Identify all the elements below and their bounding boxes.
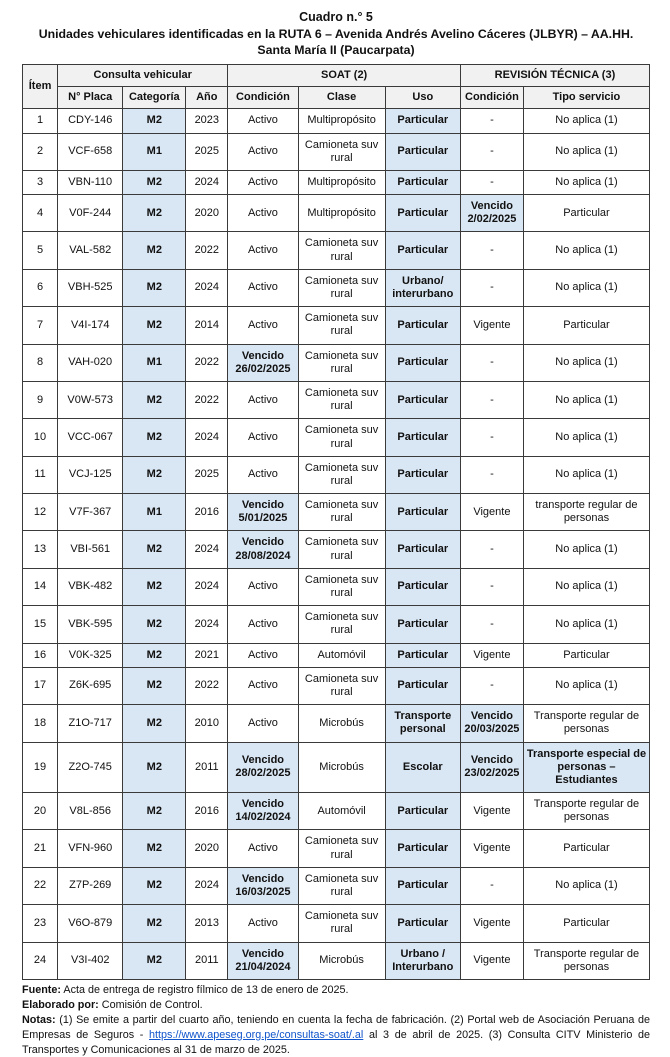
cell-uso: Particular bbox=[385, 419, 460, 456]
cell-anio: 2025 bbox=[186, 133, 228, 170]
elaborado-line bbox=[22, 998, 650, 1013]
header-soat-condicion: Condición bbox=[228, 87, 298, 109]
notas-text-2: al 3 de abril de 2025. (3) Consulta CITV Ministerio de Transportes y Comunicaciones al 31 de marzo de 2025. bbox=[22, 1028, 650, 1056]
cell-clase: Microbús bbox=[298, 942, 385, 979]
cell-soat_condicion: Activo bbox=[228, 606, 298, 643]
table-row bbox=[23, 133, 650, 170]
cell-tipo_servicio: No aplica (1) bbox=[523, 232, 649, 269]
cell-rt_condicion: Vigente bbox=[460, 307, 523, 344]
cell-anio: 2011 bbox=[186, 742, 228, 793]
cell-soat_condicion: Activo bbox=[228, 133, 298, 170]
cell-placa: VBI-561 bbox=[58, 531, 123, 568]
cell-placa: V0F-244 bbox=[58, 195, 123, 232]
notas-line bbox=[22, 1013, 650, 1057]
cell-uso: Particular bbox=[385, 793, 460, 830]
notas-label: Notas: bbox=[22, 1013, 56, 1026]
cell-uso: Particular bbox=[385, 133, 460, 170]
cell-categoria: M1 bbox=[123, 344, 186, 381]
cell-rt_condicion: - bbox=[460, 133, 523, 170]
cell-tipo_servicio: No aplica (1) bbox=[523, 381, 649, 418]
cell-uso: Particular bbox=[385, 606, 460, 643]
cell-item: 24 bbox=[23, 942, 58, 979]
cell-soat_condicion: Activo bbox=[228, 232, 298, 269]
cell-tipo_servicio: Transporte regular de personas bbox=[523, 705, 649, 742]
cell-placa: VBH-525 bbox=[58, 269, 123, 306]
cell-rt_condicion: Vigente bbox=[460, 793, 523, 830]
cell-soat_condicion: Activo bbox=[228, 269, 298, 306]
table-row bbox=[23, 170, 650, 194]
cell-uso: Escolar bbox=[385, 742, 460, 793]
cell-categoria: M2 bbox=[123, 531, 186, 568]
cell-tipo_servicio: No aplica (1) bbox=[523, 867, 649, 904]
header-group-revision: REVISIÓN TÉCNICA (3) bbox=[460, 64, 649, 86]
cell-clase: Camioneta suv rural bbox=[298, 830, 385, 867]
table-row bbox=[23, 419, 650, 456]
cell-anio: 2022 bbox=[186, 344, 228, 381]
cell-item: 11 bbox=[23, 456, 58, 493]
cell-placa: V6O-879 bbox=[58, 905, 123, 942]
table-row bbox=[23, 568, 650, 605]
header-group-soat: SOAT (2) bbox=[228, 64, 461, 86]
cell-item: 4 bbox=[23, 195, 58, 232]
table-row bbox=[23, 494, 650, 531]
table-row bbox=[23, 456, 650, 493]
cell-placa: VCF-658 bbox=[58, 133, 123, 170]
cell-clase: Camioneta suv rural bbox=[298, 133, 385, 170]
cell-anio: 2020 bbox=[186, 195, 228, 232]
cell-rt_condicion: Vencido 20/03/2025 bbox=[460, 705, 523, 742]
cell-anio: 2021 bbox=[186, 643, 228, 667]
cell-item: 15 bbox=[23, 606, 58, 643]
fuente-text: Acta de entrega de registro fílmico de 13 de enero de 2025. bbox=[61, 983, 349, 996]
cell-rt_condicion: Vigente bbox=[460, 905, 523, 942]
cell-categoria: M2 bbox=[123, 705, 186, 742]
cell-placa: Z2O-745 bbox=[58, 742, 123, 793]
cell-uso: Particular bbox=[385, 494, 460, 531]
cell-categoria: M2 bbox=[123, 269, 186, 306]
header-clase: Clase bbox=[298, 87, 385, 109]
fuente-label: Fuente: bbox=[22, 983, 61, 996]
elaborado-text: Comisión de Control. bbox=[98, 998, 203, 1011]
header-placa: N° Placa bbox=[58, 87, 123, 109]
cell-categoria: M2 bbox=[123, 232, 186, 269]
cell-anio: 2013 bbox=[186, 905, 228, 942]
cell-tipo_servicio: No aplica (1) bbox=[523, 344, 649, 381]
cell-placa: V0W-573 bbox=[58, 381, 123, 418]
cell-categoria: M1 bbox=[123, 494, 186, 531]
header-anio: Año bbox=[186, 87, 228, 109]
cell-item: 12 bbox=[23, 494, 58, 531]
cell-rt_condicion: - bbox=[460, 344, 523, 381]
cell-item: 14 bbox=[23, 568, 58, 605]
cell-rt_condicion: - bbox=[460, 419, 523, 456]
cell-categoria: M2 bbox=[123, 867, 186, 904]
cell-uso: Particular bbox=[385, 830, 460, 867]
table-row bbox=[23, 867, 650, 904]
table-row bbox=[23, 109, 650, 133]
cell-item: 17 bbox=[23, 667, 58, 704]
cell-item: 22 bbox=[23, 867, 58, 904]
cell-placa: V7F-367 bbox=[58, 494, 123, 531]
cell-clase: Camioneta suv rural bbox=[298, 456, 385, 493]
cell-tipo_servicio: No aplica (1) bbox=[523, 109, 649, 133]
cell-categoria: M2 bbox=[123, 109, 186, 133]
cell-anio: 2023 bbox=[186, 109, 228, 133]
table-row bbox=[23, 742, 650, 793]
cell-rt_condicion: - bbox=[460, 232, 523, 269]
cell-tipo_servicio: No aplica (1) bbox=[523, 419, 649, 456]
cell-categoria: M2 bbox=[123, 742, 186, 793]
cell-placa: CDY-146 bbox=[58, 109, 123, 133]
cell-categoria: M2 bbox=[123, 381, 186, 418]
cell-item: 1 bbox=[23, 109, 58, 133]
table-row bbox=[23, 942, 650, 979]
cell-uso: Urbano/ interurbano bbox=[385, 269, 460, 306]
cell-placa: V8L-856 bbox=[58, 793, 123, 830]
cell-placa: VFN-960 bbox=[58, 830, 123, 867]
vehicles-table bbox=[22, 64, 650, 980]
table-row bbox=[23, 195, 650, 232]
cell-item: 10 bbox=[23, 419, 58, 456]
cell-soat_condicion: Activo bbox=[228, 705, 298, 742]
cell-uso: Particular bbox=[385, 667, 460, 704]
cell-uso: Particular bbox=[385, 643, 460, 667]
cell-placa: Z6K-695 bbox=[58, 667, 123, 704]
cell-soat_condicion: Activo bbox=[228, 830, 298, 867]
cell-soat_condicion: Activo bbox=[228, 170, 298, 194]
cell-anio: 2020 bbox=[186, 830, 228, 867]
page-title: Cuadro n.° 5 bbox=[299, 10, 373, 24]
cell-tipo_servicio: No aplica (1) bbox=[523, 456, 649, 493]
cell-rt_condicion: Vigente bbox=[460, 494, 523, 531]
cell-uso: Particular bbox=[385, 195, 460, 232]
cell-rt_condicion: - bbox=[460, 109, 523, 133]
cell-rt_condicion: - bbox=[460, 667, 523, 704]
cell-anio: 2024 bbox=[186, 867, 228, 904]
cell-placa: Z7P-269 bbox=[58, 867, 123, 904]
cell-uso: Particular bbox=[385, 109, 460, 133]
table-row bbox=[23, 830, 650, 867]
cell-clase: Camioneta suv rural bbox=[298, 568, 385, 605]
table-row bbox=[23, 307, 650, 344]
header-item: Ítem bbox=[23, 64, 58, 108]
cell-tipo_servicio: Particular bbox=[523, 830, 649, 867]
cell-rt_condicion: - bbox=[460, 867, 523, 904]
cell-placa: V3I-402 bbox=[58, 942, 123, 979]
cell-clase: Camioneta suv rural bbox=[298, 419, 385, 456]
cell-categoria: M2 bbox=[123, 643, 186, 667]
cell-tipo_servicio: Particular bbox=[523, 307, 649, 344]
cell-soat_condicion: Vencido 28/02/2025 bbox=[228, 742, 298, 793]
table-row bbox=[23, 344, 650, 381]
cell-anio: 2024 bbox=[186, 568, 228, 605]
table-row bbox=[23, 793, 650, 830]
cell-soat_condicion: Activo bbox=[228, 381, 298, 418]
page-subtitle: Unidades vehiculares identificadas en la RUTA 6 – Avenida Andrés Avelino Cáceres (JLBYR) – AA.HH. Santa María II (Paucarpata) bbox=[38, 27, 634, 57]
cell-item: 16 bbox=[23, 643, 58, 667]
cell-categoria: M2 bbox=[123, 942, 186, 979]
cell-uso: Urbano / Interurbano bbox=[385, 942, 460, 979]
fuente-line bbox=[22, 983, 650, 998]
table-row bbox=[23, 232, 650, 269]
cell-item: 2 bbox=[23, 133, 58, 170]
header-tipo-servicio: Tipo servicio bbox=[523, 87, 649, 109]
table-header bbox=[23, 64, 650, 108]
cell-uso: Particular bbox=[385, 568, 460, 605]
cell-item: 23 bbox=[23, 905, 58, 942]
cell-anio: 2014 bbox=[186, 307, 228, 344]
cell-soat_condicion: Activo bbox=[228, 643, 298, 667]
cell-clase: Camioneta suv rural bbox=[298, 867, 385, 904]
cell-clase: Camioneta suv rural bbox=[298, 905, 385, 942]
cell-item: 5 bbox=[23, 232, 58, 269]
cell-soat_condicion: Activo bbox=[228, 109, 298, 133]
cell-anio: 2024 bbox=[186, 170, 228, 194]
cell-placa: VCC-067 bbox=[58, 419, 123, 456]
cell-categoria: M2 bbox=[123, 905, 186, 942]
cell-clase: Camioneta suv rural bbox=[298, 307, 385, 344]
cell-tipo_servicio: Transporte regular de personas bbox=[523, 942, 649, 979]
cell-item: 9 bbox=[23, 381, 58, 418]
cell-soat_condicion: Vencido 21/04/2024 bbox=[228, 942, 298, 979]
cell-categoria: M2 bbox=[123, 170, 186, 194]
cell-tipo_servicio: transporte regular de personas bbox=[523, 494, 649, 531]
cell-clase: Camioneta suv rural bbox=[298, 606, 385, 643]
table-row bbox=[23, 667, 650, 704]
cell-clase: Camioneta suv rural bbox=[298, 531, 385, 568]
cell-anio: 2024 bbox=[186, 269, 228, 306]
cell-clase: Camioneta suv rural bbox=[298, 232, 385, 269]
cell-uso: Transporte personal bbox=[385, 705, 460, 742]
cell-categoria: M2 bbox=[123, 793, 186, 830]
cell-uso: Particular bbox=[385, 170, 460, 194]
cell-anio: 2022 bbox=[186, 381, 228, 418]
cell-item: 3 bbox=[23, 170, 58, 194]
cell-clase: Camioneta suv rural bbox=[298, 494, 385, 531]
cell-clase: Automóvil bbox=[298, 793, 385, 830]
cell-tipo_servicio: No aplica (1) bbox=[523, 606, 649, 643]
cell-rt_condicion: - bbox=[460, 606, 523, 643]
cell-tipo_servicio: No aplica (1) bbox=[523, 170, 649, 194]
cell-categoria: M2 bbox=[123, 830, 186, 867]
header-categoria: Categoría bbox=[123, 87, 186, 109]
cell-tipo_servicio: No aplica (1) bbox=[523, 531, 649, 568]
table-row bbox=[23, 905, 650, 942]
cell-soat_condicion: Activo bbox=[228, 456, 298, 493]
header-group-consulta: Consulta vehicular bbox=[58, 64, 228, 86]
cell-rt_condicion: - bbox=[460, 170, 523, 194]
cell-clase: Camioneta suv rural bbox=[298, 269, 385, 306]
table-row bbox=[23, 606, 650, 643]
cell-uso: Particular bbox=[385, 381, 460, 418]
cell-soat_condicion: Activo bbox=[228, 568, 298, 605]
cell-placa: VBN-110 bbox=[58, 170, 123, 194]
cell-clase: Camioneta suv rural bbox=[298, 344, 385, 381]
cell-item: 7 bbox=[23, 307, 58, 344]
cell-item: 13 bbox=[23, 531, 58, 568]
cell-item: 19 bbox=[23, 742, 58, 793]
cell-clase: Microbús bbox=[298, 742, 385, 793]
cell-soat_condicion: Activo bbox=[228, 905, 298, 942]
cell-item: 6 bbox=[23, 269, 58, 306]
cell-clase: Automóvil bbox=[298, 643, 385, 667]
cell-soat_condicion: Vencido 28/08/2024 bbox=[228, 531, 298, 568]
cell-rt_condicion: Vencido 2/02/2025 bbox=[460, 195, 523, 232]
cell-clase: Microbús bbox=[298, 705, 385, 742]
cell-tipo_servicio: No aplica (1) bbox=[523, 269, 649, 306]
cell-soat_condicion: Activo bbox=[228, 195, 298, 232]
cell-rt_condicion: - bbox=[460, 531, 523, 568]
cell-clase: Camioneta suv rural bbox=[298, 667, 385, 704]
cell-rt_condicion: - bbox=[460, 568, 523, 605]
cell-categoria: M2 bbox=[123, 667, 186, 704]
cell-anio: 2024 bbox=[186, 606, 228, 643]
cell-uso: Particular bbox=[385, 456, 460, 493]
cell-categoria: M2 bbox=[123, 307, 186, 344]
cell-anio: 2025 bbox=[186, 456, 228, 493]
cell-placa: V4I-174 bbox=[58, 307, 123, 344]
cell-placa: VCJ-125 bbox=[58, 456, 123, 493]
cell-placa: V0K-325 bbox=[58, 643, 123, 667]
elaborado-label: Elaborado por: bbox=[22, 998, 99, 1011]
cell-anio: 2022 bbox=[186, 232, 228, 269]
cell-clase: Multipropósito bbox=[298, 195, 385, 232]
cell-uso: Particular bbox=[385, 905, 460, 942]
cell-categoria: M1 bbox=[123, 133, 186, 170]
table-row bbox=[23, 531, 650, 568]
cell-tipo_servicio: No aplica (1) bbox=[523, 667, 649, 704]
cell-soat_condicion: Activo bbox=[228, 667, 298, 704]
cell-anio: 2024 bbox=[186, 531, 228, 568]
cell-clase: Multipropósito bbox=[298, 109, 385, 133]
table-row bbox=[23, 381, 650, 418]
header-columns-row bbox=[23, 87, 650, 109]
cell-item: 8 bbox=[23, 344, 58, 381]
cell-rt_condicion: Vencido 23/02/2025 bbox=[460, 742, 523, 793]
cell-item: 18 bbox=[23, 705, 58, 742]
cell-tipo_servicio: Transporte regular de personas bbox=[523, 793, 649, 830]
cell-item: 21 bbox=[23, 830, 58, 867]
cell-tipo_servicio: Transporte especial de personas – Estudiantes bbox=[523, 742, 649, 793]
cell-tipo_servicio: Particular bbox=[523, 905, 649, 942]
cell-tipo_servicio: No aplica (1) bbox=[523, 568, 649, 605]
cell-soat_condicion: Vencido 16/03/2025 bbox=[228, 867, 298, 904]
cell-anio: 2011 bbox=[186, 942, 228, 979]
cell-anio: 2022 bbox=[186, 667, 228, 704]
cell-rt_condicion: - bbox=[460, 456, 523, 493]
cell-soat_condicion: Vencido 26/02/2025 bbox=[228, 344, 298, 381]
cell-categoria: M2 bbox=[123, 456, 186, 493]
cell-soat_condicion: Vencido 14/02/2024 bbox=[228, 793, 298, 830]
cell-uso: Particular bbox=[385, 307, 460, 344]
cell-placa: VAH-020 bbox=[58, 344, 123, 381]
cell-rt_condicion: Vigente bbox=[460, 643, 523, 667]
table-body bbox=[23, 109, 650, 980]
title-block bbox=[22, 10, 650, 59]
cell-rt_condicion: Vigente bbox=[460, 830, 523, 867]
cell-soat_condicion: Activo bbox=[228, 419, 298, 456]
cell-tipo_servicio: No aplica (1) bbox=[523, 133, 649, 170]
cell-rt_condicion: - bbox=[460, 381, 523, 418]
cell-placa: VBK-595 bbox=[58, 606, 123, 643]
cell-categoria: M2 bbox=[123, 568, 186, 605]
cell-categoria: M2 bbox=[123, 419, 186, 456]
cell-soat_condicion: Activo bbox=[228, 307, 298, 344]
cell-rt_condicion: - bbox=[460, 269, 523, 306]
cell-tipo_servicio: Particular bbox=[523, 643, 649, 667]
cell-rt_condicion: Vigente bbox=[460, 942, 523, 979]
cell-anio: 2010 bbox=[186, 705, 228, 742]
cell-uso: Particular bbox=[385, 867, 460, 904]
cell-tipo_servicio: Particular bbox=[523, 195, 649, 232]
header-uso: Uso bbox=[385, 87, 460, 109]
cell-placa: VAL-582 bbox=[58, 232, 123, 269]
cell-uso: Particular bbox=[385, 344, 460, 381]
table-row bbox=[23, 643, 650, 667]
cell-clase: Multipropósito bbox=[298, 170, 385, 194]
table-row bbox=[23, 269, 650, 306]
header-group-row bbox=[23, 64, 650, 86]
cell-item: 20 bbox=[23, 793, 58, 830]
cell-uso: Particular bbox=[385, 232, 460, 269]
cell-clase: Camioneta suv rural bbox=[298, 381, 385, 418]
cell-categoria: M2 bbox=[123, 606, 186, 643]
cell-placa: Z1O-717 bbox=[58, 705, 123, 742]
cell-categoria: M2 bbox=[123, 195, 186, 232]
cell-anio: 2016 bbox=[186, 793, 228, 830]
cell-uso: Particular bbox=[385, 531, 460, 568]
cell-soat_condicion: Vencido 5/01/2025 bbox=[228, 494, 298, 531]
table-row bbox=[23, 705, 650, 742]
cell-anio: 2016 bbox=[186, 494, 228, 531]
cell-placa: VBK-482 bbox=[58, 568, 123, 605]
footer-notes bbox=[22, 983, 650, 1057]
cell-anio: 2024 bbox=[186, 419, 228, 456]
header-rt-condicion: Condición bbox=[460, 87, 523, 109]
notas-text-1: (1) Se emite a partir del cuarto año, teniendo en cuenta la fecha de fabricación. (2) Portal web de Asociación Peruana de Empresas de Seguros - bbox=[22, 1013, 650, 1041]
apeseg-link[interactable]: https://www.apeseg.org.pe/consultas-soat/.al bbox=[149, 1028, 364, 1041]
